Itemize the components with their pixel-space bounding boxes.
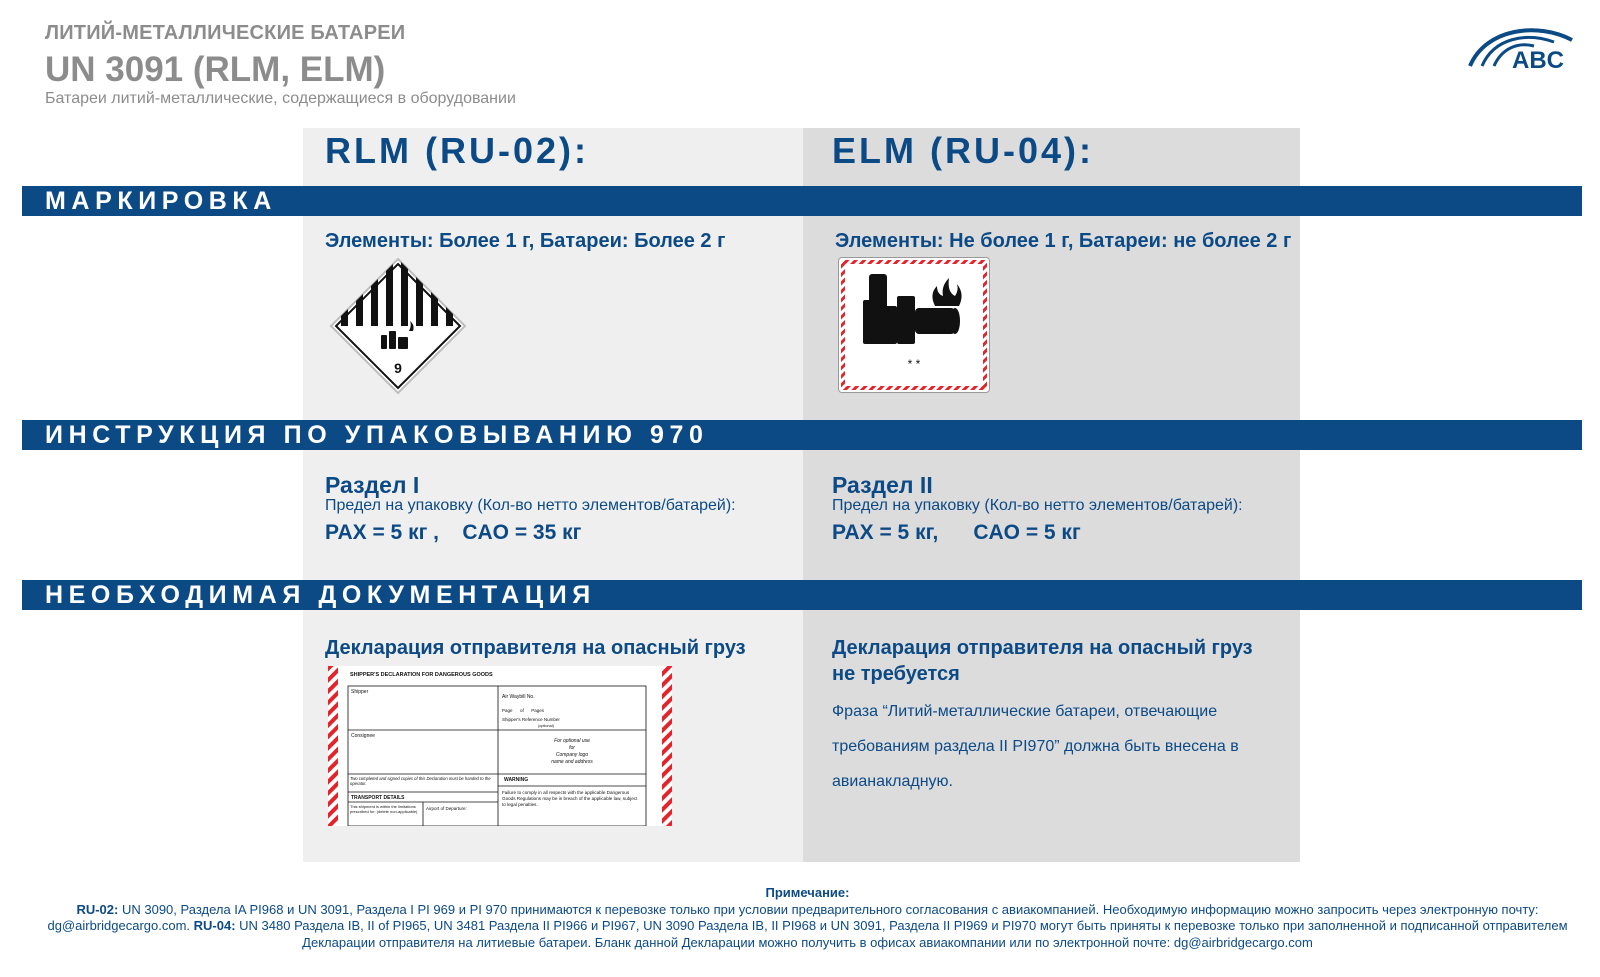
- form-for: for: [569, 745, 575, 751]
- footnote-title: Примечание:: [765, 885, 850, 900]
- lithium-battery-mark-icon: [839, 258, 989, 392]
- form-two-completed: Two completed and signed copies of this Declaration must be handed to the operator.: [350, 776, 491, 786]
- section-bar-documentation: НЕОБХОДИМАЯ ДОКУМЕНТАЦИЯ: [22, 580, 1582, 610]
- footnote: [40, 885, 1575, 951]
- form-hatch-right: [662, 666, 672, 826]
- rlm-marking-label: Элементы: Более 1 г, Батареи: Более 2 г: [325, 230, 726, 252]
- form-departure: Airport of Departure:: [426, 806, 467, 811]
- class-9-hazard-label-icon: [329, 257, 467, 395]
- section-bar-marking: МАРКИРОВКА: [22, 186, 1582, 216]
- header-category: ЛИТИЙ-МЕТАЛЛИЧЕСКИЕ БАТАРЕИ: [45, 22, 406, 44]
- form-pages: Page of Pages: [502, 708, 545, 713]
- rlm-packing-section: Раздел I: [325, 472, 420, 498]
- footnote-ru04-tag: RU-04:: [193, 918, 236, 933]
- footnote-ru04-text: UN 3480 Раздела IB, II of PI965, UN 3481 Раздела II PI966 и PI967, UN 3090 Раздела IB, II PI968 и UN 3091, Раздела II PI969 и PI970 могут быть приняты к перевозке только при заполненной и подписанной отправителем Декларации отправителя на литиевые батареи. Бланк данной Декларации можно получить в офисах авиакомпании или по электронной почте: dg@airbridgecargo.com: [235, 918, 1568, 950]
- page-subtitle: Батареи литий-металлические, содержащиеся в оборудовании: [45, 90, 516, 107]
- form-title: SHIPPER'S DECLARATION FOR DANGEROUS GOODS: [350, 672, 493, 678]
- form-transport: TRANSPORT DETAILS: [351, 795, 405, 801]
- company-logo: [1468, 20, 1578, 72]
- rlm-docs-label: Декларация отправителя на опасный груз: [325, 637, 746, 659]
- form-ref: Shipper's Reference Number: [502, 717, 560, 722]
- form-limitations: This shipment is within the limitations prescribed for: (delete non-applicable): [350, 804, 418, 814]
- form-ref-optional: (optional): [538, 724, 554, 728]
- rlm-limit-text: Предел на упаковку (Кол-во нетто элементов/батарей):: [325, 497, 736, 514]
- elm-docs-label-line2: не требуется: [832, 663, 960, 685]
- class-number: 9: [394, 360, 402, 376]
- rlm-column-title: RLM (RU-02):: [325, 130, 589, 171]
- form-warning: WARNING: [504, 777, 529, 783]
- logo-text: ABC: [1512, 47, 1564, 72]
- form-company-logo: Company logo: [555, 752, 589, 758]
- lithium-battery-mark: [838, 257, 990, 393]
- shippers-declaration-form: [328, 666, 672, 826]
- form-optional-use: For optional use: [554, 738, 590, 744]
- form-name-address: name and address: [551, 759, 593, 765]
- elm-marking-label: Элементы: Не более 1 г, Батареи: не более 2 г: [835, 230, 1292, 252]
- elm-packing-section: Раздел II: [832, 472, 933, 498]
- section-bar-packing: ИНСТРУКЦИЯ ПО УПАКОВЫВАНИЮ 970: [22, 420, 1582, 450]
- footnote-ru02-tag: RU-02:: [76, 901, 119, 917]
- elm-docs-phrase: Фраза “Литий-металлические батареи, отвечающие требованиям раздела II PI970” должна быть внесена в авианакладную.: [832, 703, 1239, 790]
- elm-limit-text: Предел на упаковку (Кол-во нетто элементов/батарей):: [832, 497, 1243, 514]
- page-title: UN 3091 (RLM, ELM): [45, 50, 386, 89]
- elm-limit-value: PAX = 5 кг, CAO = 5 кг: [832, 521, 1081, 544]
- elm-docs-label-line1: Декларация отправителя на опасный груз: [832, 637, 1253, 659]
- elm-column-title: ELM (RU-04):: [832, 130, 1094, 171]
- label-stars: * *: [907, 357, 921, 371]
- form-awb: Air Waybill No.: [502, 694, 535, 700]
- form-consignee: Consignee: [351, 733, 375, 739]
- form-warning-text: Failure to comply in all respects with the applicable Dangerous Goods Regulations may be in breach of the applicable law, subject to legal penalties.: [502, 790, 638, 807]
- footnote-ru02-text: UN 3090, Раздела IA PI968 и UN 3091, Раздела I PI 969 и PI 970 принимаются к перевозке только при условии предварительного согласования с авиакомпанией. Необходимую информацию можно запросить через электронную почту: dg@airbridgecargo.com.: [47, 901, 1539, 933]
- form-hatch-left: [328, 666, 338, 826]
- form-shipper: Shipper: [351, 689, 369, 695]
- rlm-limit-value: PAX = 5 кг , CAO = 35 кг: [325, 521, 582, 544]
